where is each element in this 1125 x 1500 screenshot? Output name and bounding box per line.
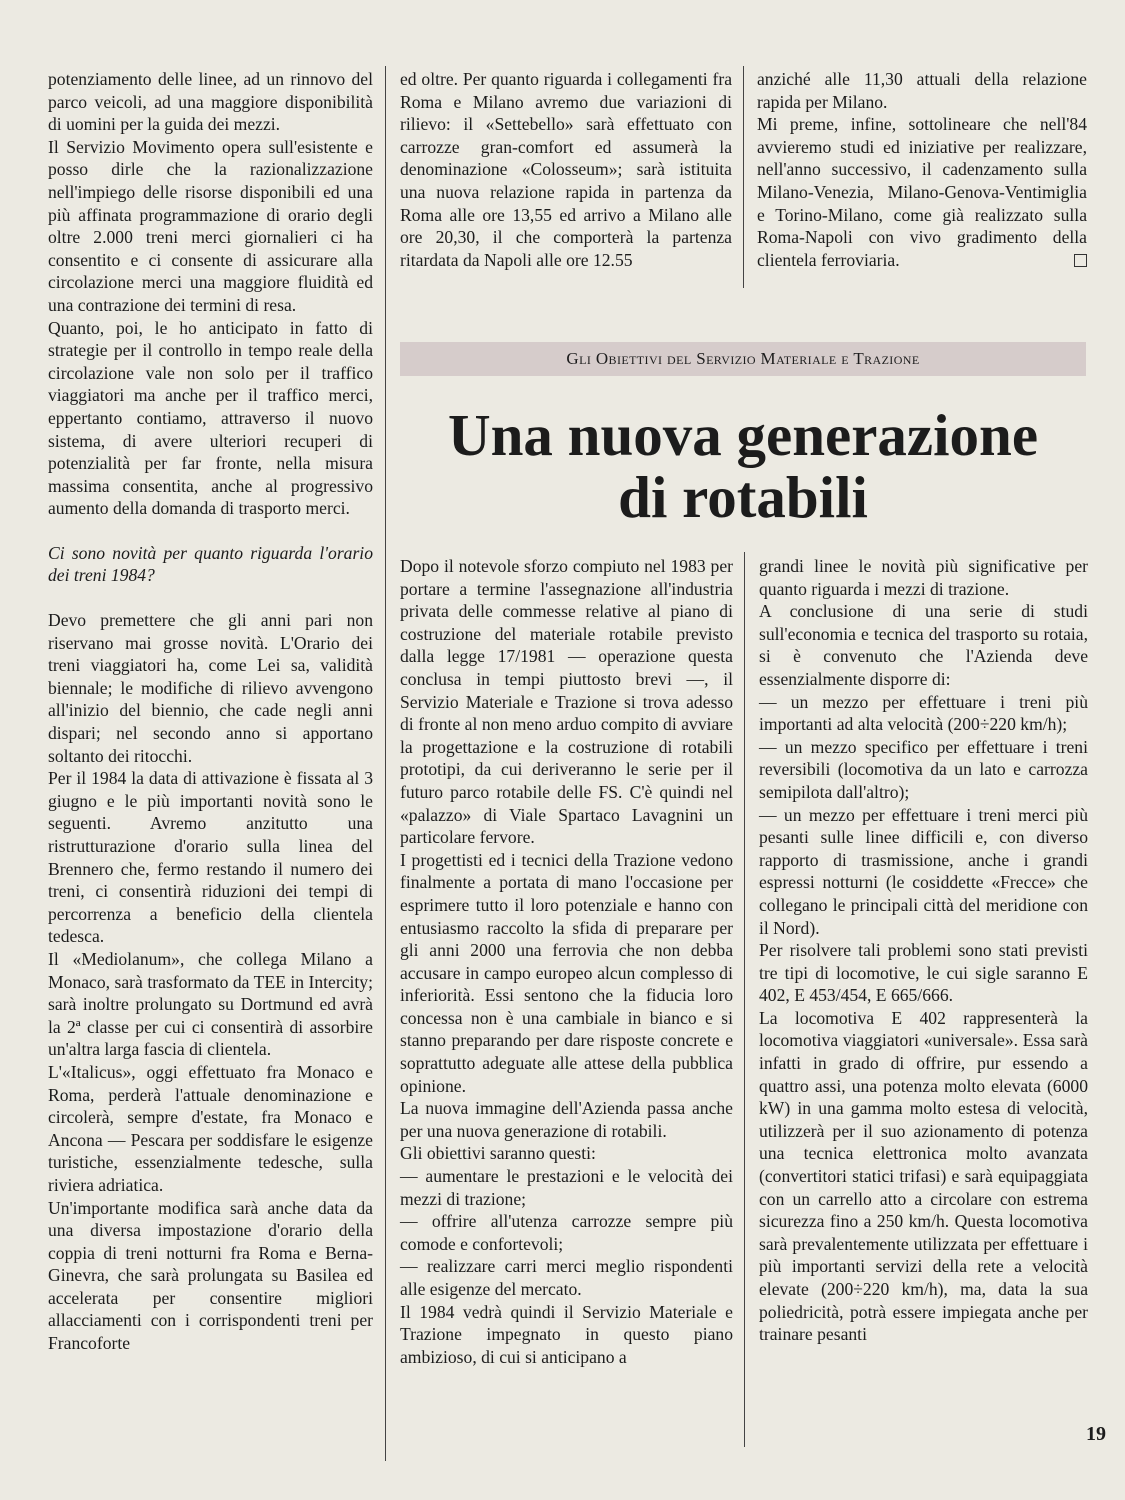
interview-column-1 — [48, 68, 373, 1355]
body-paragraph: I progettisti ed i tecnici della Trazione vedono finalmente a portata di mano l'occasione per esprimere tutto il loro potenziale e hanno con entusiasmo raccolto la sfida di preparare per gli anni 2000 una ferrovia che non debba accusare in campo europeo alcun complesso di inferiorità. Essi sentono che la fiducia loro concessa non è una cambiale in bianco e si stanno preparando per dare risposte concrete e soprattutto adeguate alle attese della pubblica opinione. — [400, 849, 733, 1096]
body-paragraph: Per risolvere tali problemi sono stati previsti tre tipi di locomotive, le cui sigle saranno E 402, E 453/454, E 665/666. — [759, 940, 1088, 1006]
body-paragraph: La nuova immagine dell'Azienda passa anche per una nuova generazione di rotabili. — [400, 1098, 733, 1141]
body-paragraph: La locomotiva E 402 rappresenterà la locomotiva viaggiatori «universale». Essa sarà infatti in grado di offrire, pur essendo a quattro assi, una potenza molto elevata (6000 kW) in una gamma molto estesa di velocità, utilizzerà per il suo azionamento di potenza una tecnica elettronica molto avanzata (convertitori statici trifasi) e sarà equipaggiata con un carrello atto a circolare con estrema sicurezza fino a 250 km/h. Questa locomotiva sarà prevalentemente utilizzata per effettuare i più importanti servizi della rete a velocità elevate (200÷220 km/h), ma, data la sua poliedricità, potrà essere impiegata anche per trainare pesanti — [759, 1007, 1088, 1345]
list-item: — aumentare le prestazioni e le velocità dei mezzi di trazione; — [400, 1166, 733, 1209]
body-paragraph: Devo premettere che gli anni pari non riservano mai grosse novità. L'Orario dei treni viaggiatori ha, come Lei sa, validità biennale; le modifiche di rilievo avvengono all'inizio del biennio, che cade negli anni dispari; nel secondo anno si apportano soltanto dei ritocchi. — [48, 610, 373, 766]
column-divider — [385, 66, 386, 1461]
body-paragraph: Il 1984 vedrà quindi il Servizio Materiale e Trazione impegnato in questo piano ambizioso, di cui si anticipano a — [400, 1301, 733, 1367]
body-paragraph: Il «Mediolanum», che collega Milano a Monaco, sarà trasformato da TEE in Intercity; sarà inoltre prolungato su Dortmund ed avrà la 2ª classe per cui ci consentirà di assorbire un'altra larga fascia di clientela. — [48, 948, 373, 1060]
column-divider — [744, 552, 745, 1447]
article-column-2 — [759, 555, 1088, 1346]
interview-column-3 — [757, 68, 1087, 271]
list-item: — un mezzo per effettuare i treni più importanti ad alta velocità (200÷220 km/h); — [759, 691, 1088, 735]
article-column-1 — [400, 555, 733, 1368]
interview-column-2 — [400, 68, 732, 271]
body-paragraph: ed oltre. Per quanto riguarda i collegamenti fra Roma e Milano avremo due variazioni di rilievo: il «Settebello» sarà effettuato con carrozze gran-comfort ed assumerà la denominazione «Colosseum»; sarà istituita una nuova relazione rapida in partenza da Roma alle ore 13,55 ed arrivo a Milano alle ore 20,30, il che comporterà la partenza ritardata da Napoli alle ore 12.55 — [400, 69, 732, 270]
headline-line-2: di rotabili — [618, 464, 868, 530]
body-paragraph: anziché alle 11,30 attuali della relazione rapida per Milano. — [757, 69, 1087, 112]
body-paragraph: Gli obiettivi saranno questi: — [400, 1143, 596, 1164]
body-paragraph: Il Servizio Movimento opera sull'esistente e posso dirle che la razionalizzazione nell'impiego delle risorse disponibili ed una più affinata programmazione di orario degli oltre 2.000 treni merci giornalieri ci ha consentito e ci consente di assicurare alla circolazione merci una maggiore fluidità ed una contrazione dei termini di resa. — [48, 136, 373, 315]
interview-question: Ci sono novità per quanto riguarda l'orario dei treni 1984? — [48, 542, 373, 586]
column-divider — [743, 66, 744, 288]
list-item: — realizzare carri merci meglio rispondenti alle esigenze del mercato. — [400, 1256, 733, 1299]
body-paragraph: Per il 1984 la data di attivazione è fissata al 3 giugno e le più importanti novità sono le seguenti. Avremo anzitutto una ristrutturazione d'orario sulla linea del Brennero che, fermo restando il numero dei treni, ci consentirà riduzioni dei tempi di percorrenza a beneficio della clientela tedesca. — [48, 768, 373, 947]
body-paragraph: L'«Italicus», oggi effettuato fra Monaco e Roma, perderà l'attuale denominazione e circolerà, sempre d'estate, fra Monaco e Ancona — Pescara per soddisfare le esigenze turistiche, essenzialmente tedesche, sulla riviera adriatica. — [48, 1061, 373, 1195]
page-number: 19 — [1086, 1423, 1106, 1445]
body-paragraph: Dopo il notevole sforzo compiuto nel 1983 per portare a termine l'assegnazione all'industria privata delle commesse relative al piano di costruzione del materiale rotabile previsto dalla legge 17/1981 — operazione questa conclusa in tempi piuttosto brevi —, il Servizio Materiale e Trazione si trova adesso di fronte al non meno arduo compito di avviare la progettazione e la costruzione di rotabili prototipi, da cui deriveranno le serie per il futuro parco rotabile delle FS. C'è quindi nel «palazzo» di Viale Spartaco Lavagnini un particolare fervore. — [400, 556, 733, 848]
list-item: — offrire all'utenza carrozze sempre più comode e confortevoli; — [400, 1211, 733, 1254]
body-paragraph: Quanto, poi, le ho anticipato in fatto di strategie per il controllo in tempo reale della circolazione vale non solo per il traffico viaggiatori ma anche per il traffico merci, eppertanto contiamo, attraverso il nuovo sistema, di avere ulteriori recuperi di potenzialità per far fronte, nella misura massima consentita, anche al progressivo aumento della domanda di trasporto merci. — [48, 317, 373, 519]
end-of-article-mark — [1074, 254, 1087, 267]
article-headline — [400, 404, 1086, 528]
list-item: — un mezzo specifico per effettuare i treni reversibili (locomotiva da un lato e carrozza semipilota dall'altro); — [759, 736, 1088, 802]
body-paragraph: Un'importante modifica sarà anche data da una diversa impostazione d'orario della coppia di treni notturni fra Roma e Berna-Ginevra, che sarà prolungata su Basilea ed accelerata per consentire migliori allacciamenti con i corrispondenti treni per Francoforte — [48, 1197, 373, 1354]
section-kicker: Gli Obiettivi del Servizio Materiale e Trazione — [400, 342, 1086, 376]
body-paragraph: Mi preme, infine, sottolineare che nell'84 avvieremo studi ed iniziative per realizzare, nell'anno successivo, il cadenzamento sulla Milano-Venezia, Milano-Genova-Ventimiglia e Torino-Milano, come già realizzato sulla Roma-Napoli con vivo gradimento della clientela ferroviaria. — [757, 114, 1087, 270]
body-paragraph: grandi linee le novità più significative per quanto riguarda i mezzi di trazione. — [759, 556, 1088, 599]
headline-line-1: Una nuova generazione — [448, 402, 1038, 468]
body-paragraph: A conclusione di una serie di studi sull'economia e tecnica del trasporto su rotaia, si è convenuto che l'Azienda deve essenzialmente disporre di: — [759, 601, 1088, 689]
list-item: — un mezzo per effettuare i treni merci più pesanti sulle linee difficili e, con diverso rapporto di trasmissione, anche i grandi espressi notturni (le cosiddette «Frecce» che collegano le principali città del meridione con il Nord). — [759, 804, 1088, 938]
body-paragraph: potenziamento delle linee, ad un rinnovo del parco veicoli, ad una maggiore disponibilità di uomini per la guida dei mezzi. — [48, 69, 373, 135]
